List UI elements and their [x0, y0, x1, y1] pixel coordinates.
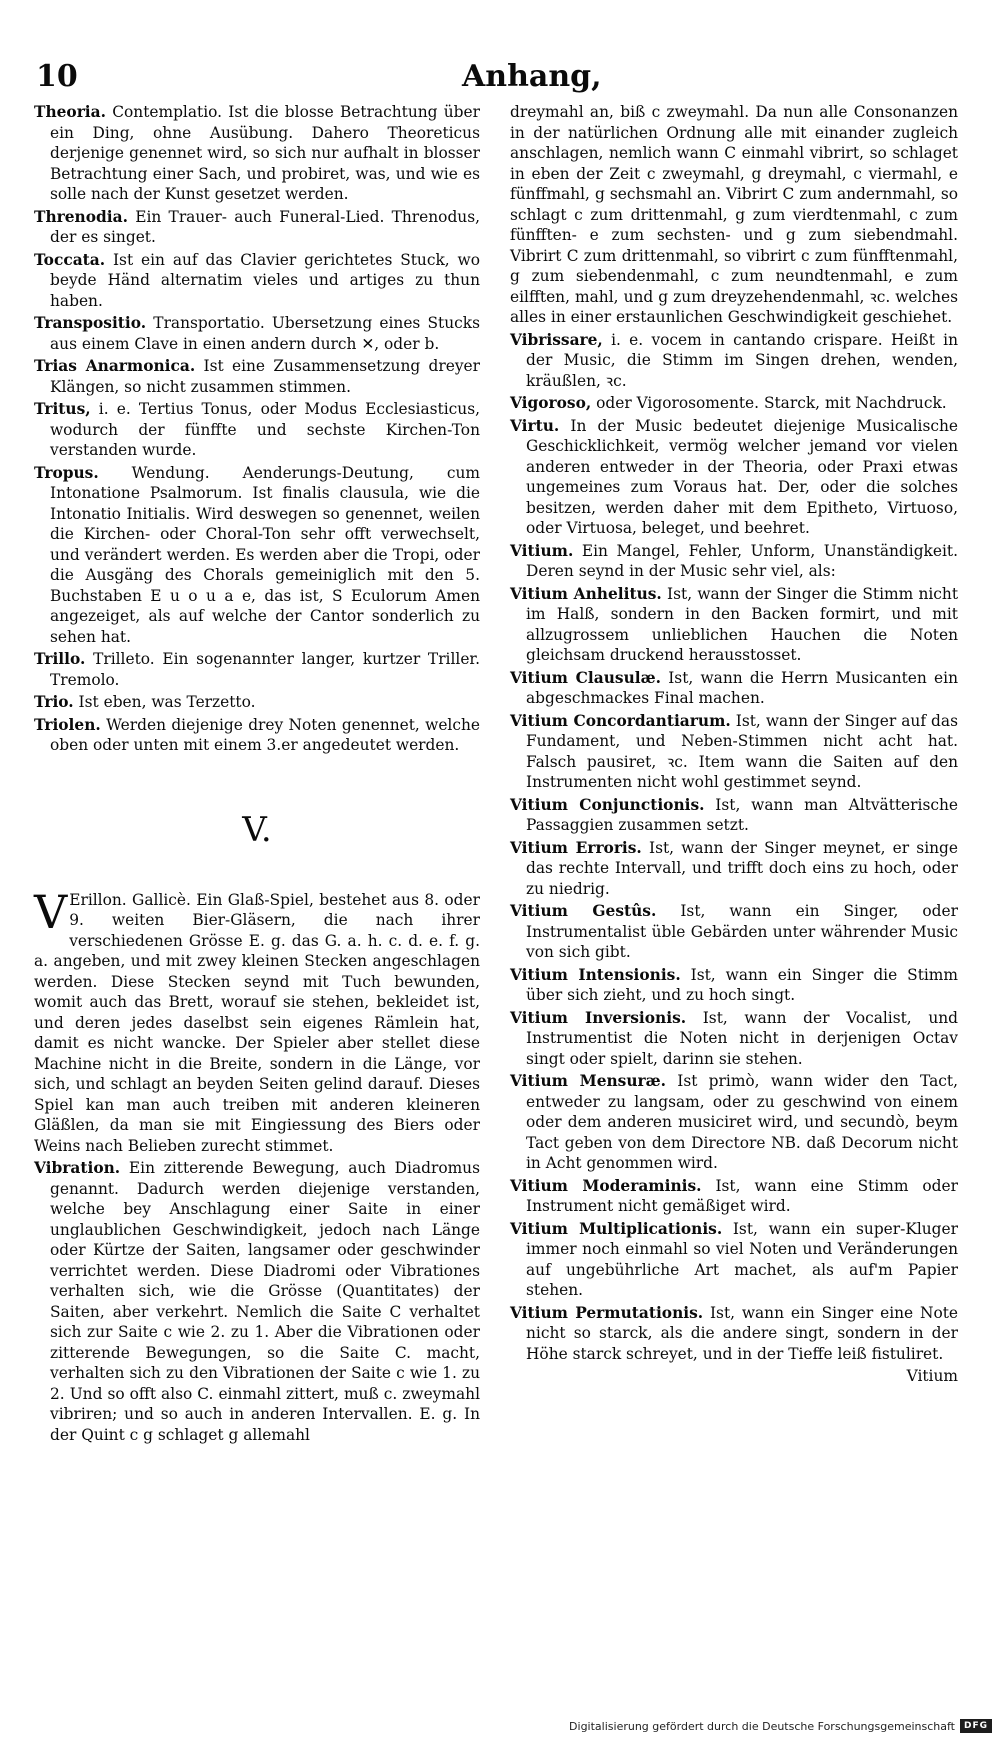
entry-headword: Vitium Erroris.	[510, 838, 642, 857]
dictionary-entry	[510, 668, 958, 709]
section-letter: V.	[242, 809, 272, 850]
entry-text: Contemplatio. Ist die blosse Betrachtung über ein Ding, ohne Ausübung. Dahero Theoreticus derjenige genennet wird, so sich nur aufhalt in blosser Betrachtung einer Sach, und probiret, was, und wie es solle nach der Kunst gesetzet werden.	[50, 103, 480, 203]
entry-text: Ist, wann ein super-Kluger immer noch einmahl so viel Noten und Veränderungen auf ungebührliche Art machet, als auf'm Papier stehen.	[526, 1219, 958, 1299]
dictionary-entry	[34, 250, 480, 312]
entry-text: Ist, wann der Singer meynet, er singe das rechte Intervall, und trifft doch eins zu hoch, oder zu niedrig.	[526, 838, 959, 898]
entry-headword: Transpositio.	[34, 314, 147, 332]
left-entry-list	[34, 102, 480, 756]
right-entry-list	[510, 330, 958, 1365]
entry-text: Werden diejenige drey Noten genennet, welche oben oder unten mit einem 3.er angedeutet werden.	[50, 715, 480, 754]
entry-text: Ist, wann eine Stimm oder Instrument nicht gemäßiget wird.	[526, 1176, 958, 1215]
section-intro	[34, 884, 480, 1157]
entry-headword: Virtu.	[510, 416, 560, 435]
entry-headword: Vibration.	[34, 1159, 121, 1177]
footer-text: Digitalisierung gefördert durch die Deutsche Forschungsgemeinschaft	[569, 1719, 955, 1733]
left-after-list	[34, 1158, 480, 1445]
dictionary-entry	[510, 965, 958, 1006]
right-column	[510, 102, 958, 1387]
dictionary-entry	[510, 1071, 958, 1174]
dictionary-entry	[510, 1176, 958, 1217]
dictionary-entry	[34, 715, 480, 756]
entry-headword: Vitium Intensionis.	[510, 965, 681, 984]
entry-text: Ist, wann man Altvätterische Passaggien zusammen setzt.	[526, 795, 958, 834]
entry-text: Trilleto. Ein sogenannter langer, kurtzer Triller. Tremolo.	[50, 650, 480, 689]
dictionary-entry	[510, 901, 958, 963]
entry-text: Ist, wann der Singer auf das Fundament, und Neben-Stimmen nicht acht hat. Falsch pausiret, ꝛc. Item wann die Saiten auf den Instrumenten nicht wohl gestimmet seynd.	[526, 711, 958, 791]
entry-text: i. e. vocem in cantando crispare. Heißt in der Music, die Stimm im Singen drehen, wenden, kräußlen, ꝛc.	[526, 330, 958, 390]
section-intro-text: Erillon. Gallicè. Ein Glaß-Spiel, bestehet aus 8. oder 9. weiten Bier-Gläsern, die nach ihrer verschiedenen Grösse E. g. das G. a. h. c. d. e. f. g. a. angeben, und mit zwey kleinen Stecken angeschlagen werden. Diese Stecken seynd mit Tuch bewunden, womit auch das Brett, worauf sie stehen, bekleidet ist, und deren jedes daselbst sein eigenes Rämlein hat, damit es nicht wancke. Der Spieler aber stellet diese Machine nicht in die Breite, sondern in die Länge, vor sich, und schlagt an beyden Seiten gelind darauf. Dieses Spiel kan man auch treiben mit anderen kleineren Gläßlen, da man sie mit Eingiessung des Biers oder Weins nach Belieben zurecht stimmet.	[34, 890, 480, 1155]
entry-headword: Trio.	[34, 693, 74, 711]
entry-text: Ist, wann ein Singer die Stimm über sich zieht, und zu hoch singt.	[526, 965, 958, 1004]
entry-text: Ist, wann ein Singer, oder Instrumentalist üble Gebärden unter währender Music von sich gibt.	[526, 902, 958, 961]
entry-headword: Vitium Inversionis.	[510, 1008, 687, 1027]
entry-headword: Tritus,	[34, 400, 91, 418]
dictionary-entry	[34, 356, 480, 397]
dictionary-entry	[34, 207, 480, 248]
entry-headword: Vitium Concordantiarum.	[510, 711, 731, 730]
entry-headword: Vitium Moderaminis.	[510, 1176, 702, 1195]
entry-text: Ist, wann die Herrn Musicanten ein abgeschmackes Final machen.	[526, 668, 959, 707]
entry-text: Ist eine Zusammensetzung dreyer Klängen, so nicht zusammen stimmen.	[50, 357, 480, 396]
dfg-logo-icon: DFG	[960, 1719, 992, 1733]
dictionary-entry	[510, 584, 958, 666]
dictionary-entry	[34, 463, 480, 648]
entry-headword: Trias Anarmonica.	[34, 357, 196, 375]
entry-headword: Vitium.	[510, 541, 574, 560]
entry-headword: Vitium Conjunctionis.	[510, 795, 705, 814]
entry-headword: Threnodia.	[34, 207, 128, 226]
dictionary-entry	[34, 399, 480, 461]
entry-headword: Toccata.	[34, 250, 106, 269]
entry-headword: Vitium Multiplicationis.	[510, 1219, 723, 1238]
dictionary-entry	[34, 692, 480, 713]
dictionary-entry	[510, 541, 958, 582]
entry-headword: Tropus.	[34, 463, 99, 482]
right-continuation: dreymahl an, biß c zweymahl. Da nun alle Consonanzen in der natürlichen Ordnung alle mit einander zugleich anschlagen, nemlich wann C einmahl vibrirt, so schlaget in eben der Zeit c zweymahl, g dreymahl, c viermahl, e fünffmahl, g sechsmahl an. Vibrirt C zum andernmahl, so schlagt c zum drittenmahl, g zum vierdtenmahl, c zum fünfften- e zum sechsten- und g zum siebendmahl. Vibrirt C zum drittenmahl, so vibrirt c zum fünfftenmahl, g zum siebendenmahl, c zum neundtenmahl, e zum eilfften, mahl, und g zum dreyzehendenmahl, ꝛc. welches alles in einer erstaunlichen Geschwindigkeit geschiehet.	[510, 103, 958, 326]
entry-text: Ist, wann ein Singer eine Note nicht so starck, als die andere singt, sondern in der Höhe starck schreyet, und in der Tieffe leiß fistuliret.	[526, 1303, 959, 1363]
entry-headword: Vitium Gestûs.	[510, 902, 657, 920]
entry-text: Ist ein auf das Clavier gerichtetes Stuck, wo beyde Händ alternatim vieles und artiges zu thun haben.	[50, 250, 480, 310]
entry-text: Wendung. Aenderungs-Deutung, cum Intonatione Psalmorum. Ist finalis clausula, wie die Intonatio Initialis. Wird deswegen so genennet, weilen die Kirchen- oder Choral-Ton sehr offt verwechselt, und verändert werden. Es werden aber die Tropi, oder die Ausgäng des Chorals gemeiniglich mit den 5. Buchstaben E u o u a e, das ist, S Eculorum Amen angezeiget, als auf welche der Cantor sonderlich zu sehen hat.	[50, 463, 480, 646]
entry-headword: Trillo.	[34, 650, 86, 668]
dictionary-entry	[34, 1158, 480, 1445]
entry-text: Ein Mangel, Fehler, Unform, Unanständigkeit. Deren seynd in der Music sehr viel, als:	[526, 541, 958, 580]
dictionary-entry	[34, 649, 480, 690]
drop-cap: V	[34, 884, 68, 939]
catchword: Vitium	[906, 1367, 958, 1385]
dictionary-entry	[510, 416, 958, 539]
dictionary-entry	[34, 102, 480, 205]
entry-text: i. e. Tertius Tonus, oder Modus Ecclesiasticus, wodurch der fünffte und sechste Kirchen-Ton verstanden wurde.	[50, 400, 480, 459]
entry-headword: Vigoroso,	[510, 394, 592, 412]
left-column	[34, 102, 480, 1447]
entry-text: oder Vigorosomente. Starck, mit Nachdruck.	[591, 394, 947, 412]
page-number: 10	[36, 59, 78, 94]
entry-headword: Vitium Clausulæ.	[510, 668, 661, 687]
entry-text: Ist, wann der Singer die Stimm nicht im Halß, sondern in den Backen formirt, und mit allzugrossem unlieblichen Hauchen die Noten gleichsam druckend herausstosset.	[526, 584, 959, 664]
entry-text: Ist eben, was Terzetto.	[73, 693, 256, 711]
dictionary-entry	[510, 330, 958, 392]
entry-text: Ein Trauer- auch Funeral-Lied. Threnodus, der es singet.	[50, 207, 480, 246]
dictionary-entry	[510, 795, 958, 836]
dictionary-entry	[510, 1303, 958, 1365]
dictionary-entry	[510, 1008, 958, 1070]
entry-headword: Vitium Anhelitus.	[510, 584, 662, 603]
entry-headword: Triolen.	[34, 715, 101, 734]
dictionary-entry	[510, 1219, 958, 1301]
entry-text: Ist primò, wann wider den Tact, entweder zu langsam, oder zu geschwind von einem oder dem anderen musiciret wird, und secundò, beym Tact geben von dem Directore NB. daß Decorum nicht in Acht genommen wird.	[526, 1072, 958, 1172]
footer	[569, 1719, 992, 1733]
dictionary-entry	[510, 393, 958, 414]
entry-text: Ein zitterende Bewegung, auch Diadromus genannt. Dadurch werden diejenige verstanden, welche bey Anschlagung einer Saite in einer unglaublichen Geschwindigkeit, jedoch nach Länge oder Kürtze der Saiten, langsamer oder geschwinder verrichtet werden. Diese Diadromi oder Vibrationes verhalten sich, wie die Grösse (Quantitates) der Saiten, aber verkehrt. Nemlich die Saite C verhaltet sich zur Saite c wie 2. zu 1. Aber die Vibrationen oder zitterende Bewegungen, so die Saite C. macht, verhalten sich zu den Vibrationen der Saite c wie 1. zu 2. Und so offt also C. einmahl zittert, muß c. zweymahl vibriren; und so auch in anderen Intervallen. E. g. In der Quint c g schlaget g allemahl	[50, 1159, 480, 1444]
entry-text: In der Music bedeutet diejenige Musicalische Geschicklichkeit, vermög welcher jemand vor vielen anderen entweder in der Theoria, oder Praxi etwas ungemeines zum Voraus hat. Der, oder die solches besitzen, werden daher mit dem Epitheto, Virtuoso, oder Virtuosa, beleget, und beehret.	[526, 416, 958, 537]
dictionary-entry	[510, 711, 958, 793]
entry-headword: Theoria.	[34, 103, 106, 121]
entry-headword: Vibrissare,	[510, 330, 603, 349]
entry-text: Ist, wann der Vocalist, und Instrumentist die Noten nicht in derjenigen Octav singt oder spielt, darinn sie stehen.	[526, 1008, 958, 1068]
entry-headword: Vitium Permutationis.	[510, 1303, 704, 1322]
dictionary-entry	[34, 313, 480, 354]
entry-text: Transportatio. Ubersetzung eines Stucks aus einem Clave in einen andern durch ✕, oder b.	[50, 314, 480, 353]
entry-headword: Vitium Mensuræ.	[510, 1072, 667, 1090]
dictionary-entry	[510, 838, 958, 900]
running-title: Anhang,	[462, 59, 602, 94]
